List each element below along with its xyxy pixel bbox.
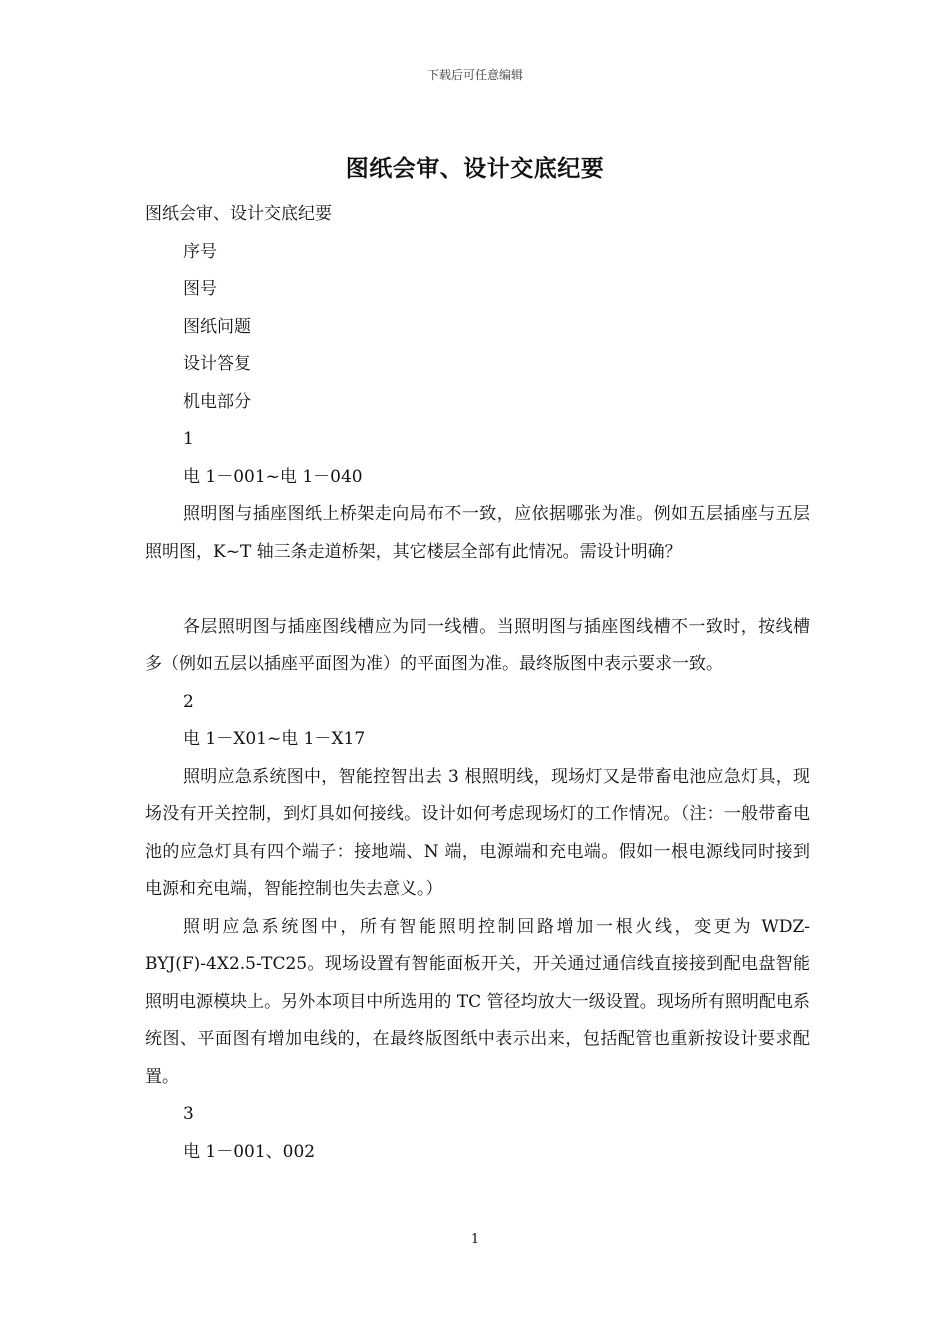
item-drawing-no: 电 1－001~电 1－040 <box>183 466 363 487</box>
item-reply: 各层照明图与插座图线槽应为同一线槽。当照明图与插座图线槽不一致时，按线槽多（例如五层以插座平面图为准）的平面图为准。最终版图中表示要求一致。 <box>145 616 810 674</box>
item-issue: 照明图与插座图纸上桥架走向局布不一致，应依据哪张为准。例如五层插座与五层照明图，K~T 轴三条走道桥架，其它楼层全部有此情况。需设计明确？ <box>145 504 810 562</box>
item-seq: 1 <box>183 429 194 449</box>
item-issue: 照明应急系统图中，智能控智出去 3 根照明线，现场灯又是带畜电池应急灯具，现场没有开关控制，到灯具如何接线。设计如何考虑现场灯的工作情况。（注：一般带畜电池的应急灯具有四个端子：接地端、N 端，电源端和充电端。假如一根电源线同时接到电源和充电端，智能控制也失去意义。） <box>145 766 810 899</box>
column-seq-label: 序号 <box>183 241 217 262</box>
item-drawing-no: 电 1－001、002 <box>183 1141 316 1162</box>
item-seq: 2 <box>183 691 194 712</box>
document-body <box>145 196 810 1171</box>
column-reply-label: 设计答复 <box>183 354 251 374</box>
document-subtitle: 图纸会审、设计交底纪要 <box>145 204 332 224</box>
section-heading: 机电部分 <box>183 391 251 412</box>
column-issue-label: 图纸问题 <box>183 316 251 337</box>
page-number: 1 <box>470 1232 480 1247</box>
item-reply: 照明应急系统图中，所有智能照明控制回路增加一根火线，变更为 WDZ-BYJ(F)-4X2.5-TC25。现场设置有智能面板开关，开关通过通信线直接接到配电盘智能照明电源模块上。另外本项目中所选用的 TC 管径均放大一级设置。现场所有照明配电系统图、平面图有增加电线的，在最终版图纸中表示出来，包括配管也重新按设计要求配置。 <box>145 916 810 1087</box>
document-title: 图纸会审、设计交底纪要 <box>345 155 605 182</box>
column-drawing-no-label: 图号 <box>183 279 217 299</box>
page-header: 下载后可任意编辑 <box>426 68 523 82</box>
item-seq: 3 <box>183 1104 194 1124</box>
item-drawing-no: 电 1－X01~电 1－X17 <box>183 729 366 749</box>
